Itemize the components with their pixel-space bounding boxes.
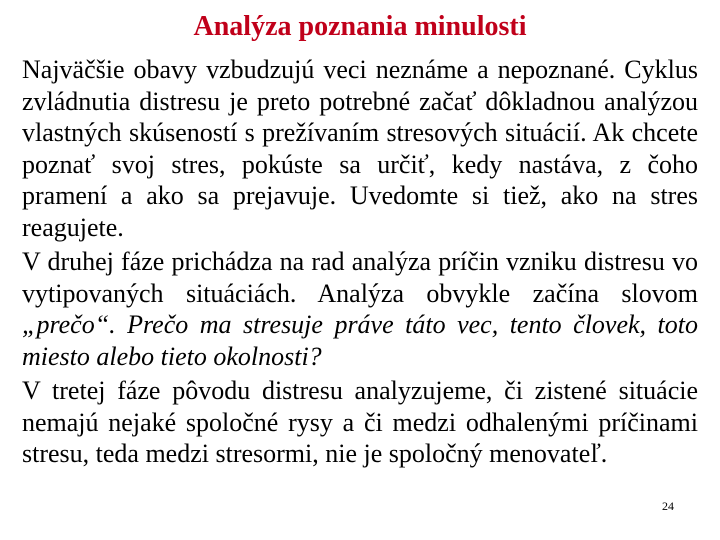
paragraph-2 [22, 246, 698, 372]
page-number: 24 [662, 499, 674, 513]
paragraph-1: Najväčšie obavy vzbudzujú veci neznáme a nepoznané. Cyklus zvládnutia distresu je preto potrebné začať dôkladnou analýzou vlastných skúseností s prežívaním stresových situácií. Ak chcete poznať svoj stres, pokúste sa určiť, kedy nastáva, z čoho pramení a ako sa prejavuje. Uvedomte si tiež, ako na stres reagujete. [22, 55, 698, 242]
slide-title: Analýza poznania minulosti [193, 11, 527, 42]
paragraph-2-italic: „prečo“. Prečo ma stresuje práve táto vec, tento človek, toto miesto alebo tieto okolnosti? [22, 310, 698, 371]
slide-body [22, 54, 698, 473]
paragraph-2-lead: V druhej fáze prichádza na rad analýza príčin vzniku distresu vo vytipovaných situáciách. Analýza obvykle začína slovom [22, 247, 698, 308]
paragraph-3: V tretej fáze pôvodu distresu analyzujeme, či zistené situácie nemajú nejaké spoločné rysy a či medzi odhalenými príčinami stresu, teda medzi stresormi, nie je spoločný menovateľ. [22, 376, 698, 468]
